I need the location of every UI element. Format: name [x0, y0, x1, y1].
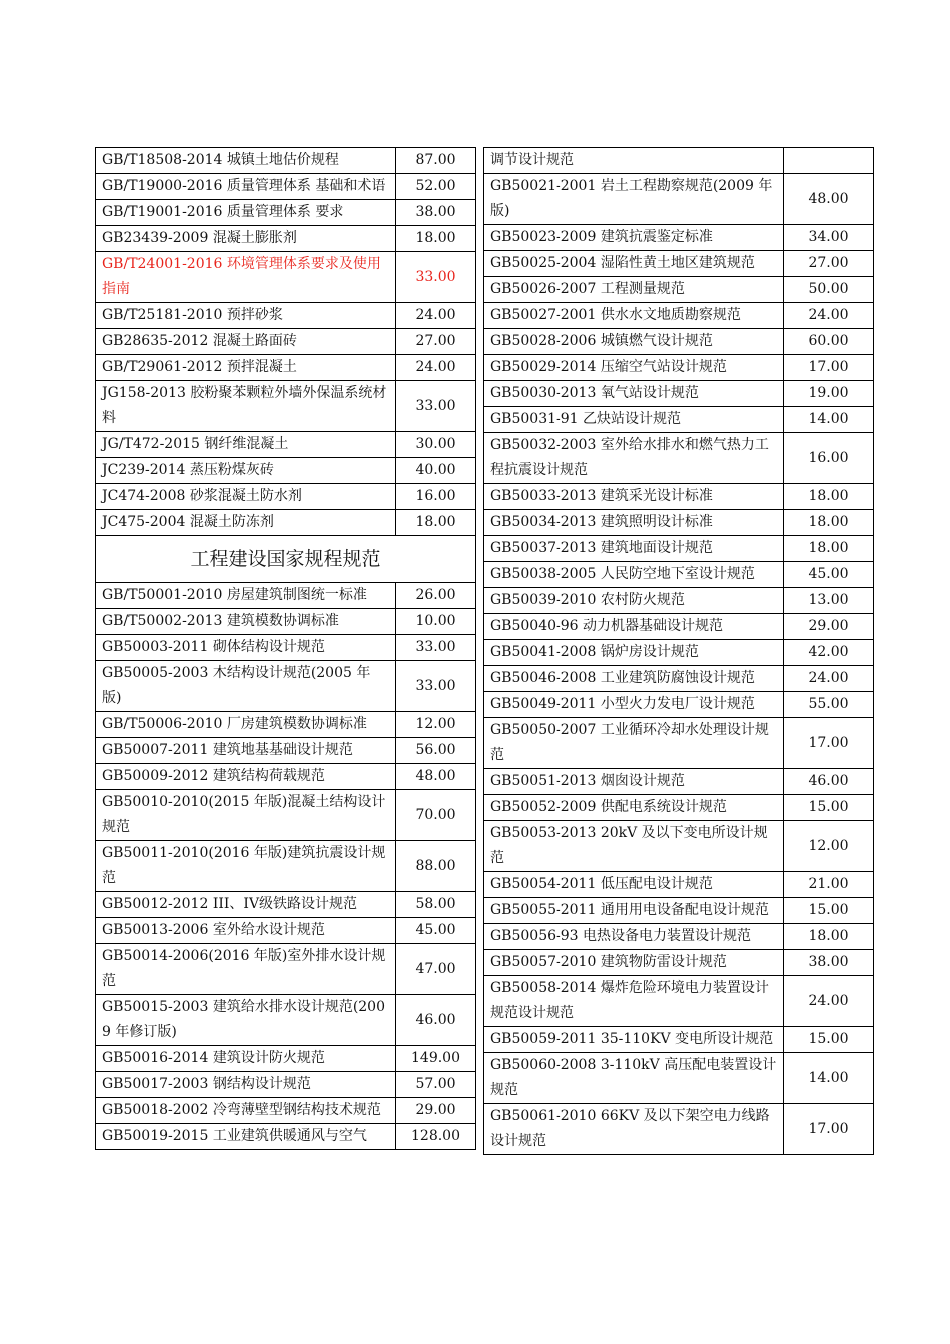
- standard-name: GB50032-2003 室外给水排水和燃气热力工程抗震设计规范: [484, 433, 784, 484]
- price: 60.00: [784, 329, 874, 355]
- price: 45.00: [784, 562, 874, 588]
- standard-name: GB50046-2008 工业建筑防腐蚀设计规范: [484, 666, 784, 692]
- price: 17.00: [784, 718, 874, 769]
- standard-name: GB50009-2012 建筑结构荷载规范: [96, 764, 396, 790]
- table-row: [96, 355, 476, 381]
- standard-name: 调节设计规范: [484, 148, 784, 174]
- standard-name: GB50059-2011 35-110KV 变电所设计规范: [484, 1027, 784, 1053]
- standard-name: GB28635-2012 混凝土路面砖: [96, 329, 396, 355]
- price: 12.00: [784, 821, 874, 872]
- price: 18.00: [396, 510, 476, 536]
- table-row: [484, 976, 874, 1027]
- standard-name: GB50050-2007 工业循环冷却水处理设计规范: [484, 718, 784, 769]
- table-row: [96, 1124, 476, 1150]
- standard-name: GB50017-2003 钢结构设计规范: [96, 1072, 396, 1098]
- table-row: [484, 174, 874, 225]
- standard-name: GB50010-2010(2015 年版)混凝土结构设计规范: [96, 790, 396, 841]
- table-row: [96, 329, 476, 355]
- standard-name: GB50014-2006(2016 年版)室外排水设计规范: [96, 944, 396, 995]
- price: 38.00: [396, 200, 476, 226]
- standard-name: GB50034-2013 建筑照明设计标准: [484, 510, 784, 536]
- table-row: [484, 277, 874, 303]
- price: 34.00: [784, 225, 874, 251]
- price: 40.00: [396, 458, 476, 484]
- table-row: [484, 692, 874, 718]
- price: 27.00: [396, 329, 476, 355]
- price: 128.00: [396, 1124, 476, 1150]
- standard-name: GB50049-2011 小型火力发电厂设计规范: [484, 692, 784, 718]
- table-row: [484, 1104, 874, 1155]
- standard-name: GB23439-2009 混凝土膨胀剂: [96, 226, 396, 252]
- table-row: [484, 588, 874, 614]
- price: 14.00: [784, 407, 874, 433]
- standard-name: GB50011-2010(2016 年版)建筑抗震设计规范: [96, 841, 396, 892]
- standard-name: GB/T19001-2016 质量管理体系 要求: [96, 200, 396, 226]
- table-row: [484, 510, 874, 536]
- table-row: [484, 640, 874, 666]
- table-row: [484, 407, 874, 433]
- table-row: [96, 174, 476, 200]
- standard-name: GB50057-2010 建筑物防雷设计规范: [484, 950, 784, 976]
- standard-name: GB50041-2008 锅炉房设计规范: [484, 640, 784, 666]
- table-row: [96, 1072, 476, 1098]
- price: 24.00: [396, 355, 476, 381]
- price: 87.00: [396, 148, 476, 174]
- standard-name: GB/T24001-2016 环境管理体系要求及使用指南: [96, 252, 396, 303]
- table-row: [96, 764, 476, 790]
- standard-name: JG158-2013 胶粉聚苯颗粒外墙外保温系统材料: [96, 381, 396, 432]
- right-price-table: [483, 147, 873, 1155]
- table-row: [484, 355, 874, 381]
- table-row: [484, 562, 874, 588]
- left-table-body: [96, 148, 476, 1150]
- standard-name: GB50061-2010 66KV 及以下架空电力线路设计规范: [484, 1104, 784, 1155]
- price: 29.00: [784, 614, 874, 640]
- table-row: [96, 738, 476, 764]
- standard-name: GB/T25181-2010 预拌砂浆: [96, 303, 396, 329]
- table-row: [484, 795, 874, 821]
- price: 13.00: [784, 588, 874, 614]
- standard-name: GB50023-2009 建筑抗震鉴定标准: [484, 225, 784, 251]
- price: 48.00: [784, 174, 874, 225]
- price: 12.00: [396, 712, 476, 738]
- price: 33.00: [396, 381, 476, 432]
- price: 18.00: [784, 510, 874, 536]
- standard-name: GB/T18508-2014 城镇土地估价规程: [96, 148, 396, 174]
- standard-name: GB50038-2005 人民防空地下室设计规范: [484, 562, 784, 588]
- price: 58.00: [396, 892, 476, 918]
- standard-name: GB50030-2013 氧气站设计规范: [484, 381, 784, 407]
- table-row: [484, 251, 874, 277]
- section-heading-row: [96, 536, 476, 583]
- table-row: [96, 484, 476, 510]
- standard-name: GB/T50001-2010 房屋建筑制图统一标准: [96, 583, 396, 609]
- price: 149.00: [396, 1046, 476, 1072]
- table-row: [484, 718, 874, 769]
- table-row: [96, 609, 476, 635]
- table-row: [96, 381, 476, 432]
- price: 24.00: [396, 303, 476, 329]
- standard-name: GB50021-2001 岩土工程勘察规范(2009 年版): [484, 174, 784, 225]
- price: 46.00: [784, 769, 874, 795]
- price: 70.00: [396, 790, 476, 841]
- table-row: [484, 484, 874, 510]
- table-row: [96, 252, 476, 303]
- price: 38.00: [784, 950, 874, 976]
- standard-name: GB50039-2010 农村防火规范: [484, 588, 784, 614]
- price: 46.00: [396, 995, 476, 1046]
- standard-name: JG/T472-2015 钢纤维混凝土: [96, 432, 396, 458]
- table-row: [96, 458, 476, 484]
- standard-name: GB50031-91 乙炔站设计规范: [484, 407, 784, 433]
- table-row: [96, 432, 476, 458]
- table-row: [96, 303, 476, 329]
- standard-name: GB50005-2003 木结构设计规范(2005 年版): [96, 661, 396, 712]
- price: 29.00: [396, 1098, 476, 1124]
- standard-name: GB/T50002-2013 建筑模数协调标准: [96, 609, 396, 635]
- table-row: [96, 918, 476, 944]
- standard-name: GB50003-2011 砌体结构设计规范: [96, 635, 396, 661]
- standard-name: GB50052-2009 供配电系统设计规范: [484, 795, 784, 821]
- table-row: [484, 769, 874, 795]
- price: 18.00: [784, 484, 874, 510]
- table-row: [96, 583, 476, 609]
- table-row: [484, 821, 874, 872]
- price: 57.00: [396, 1072, 476, 1098]
- table-row: [96, 226, 476, 252]
- price: 56.00: [396, 738, 476, 764]
- table-row: [96, 1046, 476, 1072]
- standard-name: GB50040-96 动力机器基础设计规范: [484, 614, 784, 640]
- table-row: [484, 924, 874, 950]
- table-row: [484, 1027, 874, 1053]
- standard-name: GB50025-2004 湿陷性黄土地区建筑规范: [484, 251, 784, 277]
- price: [784, 148, 874, 174]
- table-row: [96, 635, 476, 661]
- price: 24.00: [784, 976, 874, 1027]
- table-row: [484, 950, 874, 976]
- table-row: [96, 148, 476, 174]
- price: 52.00: [396, 174, 476, 200]
- table-row: [484, 148, 874, 174]
- price: 14.00: [784, 1053, 874, 1104]
- price: 33.00: [396, 252, 476, 303]
- table-row: [96, 841, 476, 892]
- table-row: [96, 892, 476, 918]
- standard-name: GB50033-2013 建筑采光设计标准: [484, 484, 784, 510]
- price: 45.00: [396, 918, 476, 944]
- price: 50.00: [784, 277, 874, 303]
- table-row: [96, 200, 476, 226]
- table-row: [96, 712, 476, 738]
- standard-name: GB50026-2007 工程测量规范: [484, 277, 784, 303]
- table-row: [96, 790, 476, 841]
- standard-name: GB50029-2014 压缩空气站设计规范: [484, 355, 784, 381]
- standard-name: GB50012-2012 III、IV级铁路设计规范: [96, 892, 396, 918]
- table-row: [484, 1053, 874, 1104]
- standard-name: GB50016-2014 建筑设计防火规范: [96, 1046, 396, 1072]
- table-row: [96, 995, 476, 1046]
- table-row: [484, 381, 874, 407]
- price: 88.00: [396, 841, 476, 892]
- standard-name: GB50028-2006 城镇燃气设计规范: [484, 329, 784, 355]
- price: 10.00: [396, 609, 476, 635]
- price: 47.00: [396, 944, 476, 995]
- standard-name: JC239-2014 蒸压粉煤灰砖: [96, 458, 396, 484]
- price: 18.00: [784, 924, 874, 950]
- table-row: [96, 944, 476, 995]
- price: 15.00: [784, 1027, 874, 1053]
- standard-name: GB50060-2008 3-110kV 高压配电装置设计规范: [484, 1053, 784, 1104]
- price: 42.00: [784, 640, 874, 666]
- standard-name: GB50037-2013 建筑地面设计规范: [484, 536, 784, 562]
- right-table-body: [484, 148, 874, 1155]
- standard-name: JC475-2004 混凝土防冻剂: [96, 510, 396, 536]
- standard-name: GB50013-2006 室外给水设计规范: [96, 918, 396, 944]
- table-row: [484, 303, 874, 329]
- table-row: [96, 1098, 476, 1124]
- table-row: [484, 536, 874, 562]
- standard-name: GB/T50006-2010 厂房建筑模数协调标准: [96, 712, 396, 738]
- price: 24.00: [784, 303, 874, 329]
- price: 18.00: [396, 226, 476, 252]
- price: 33.00: [396, 661, 476, 712]
- price: 19.00: [784, 381, 874, 407]
- price: 27.00: [784, 251, 874, 277]
- standard-name: GB50056-93 电热设备电力装置设计规范: [484, 924, 784, 950]
- price: 24.00: [784, 666, 874, 692]
- price: 16.00: [784, 433, 874, 484]
- price: 30.00: [396, 432, 476, 458]
- standard-name: GB/T19000-2016 质量管理体系 基础和术语: [96, 174, 396, 200]
- standard-name: GB50053-2013 20kV 及以下变电所设计规范: [484, 821, 784, 872]
- price: 55.00: [784, 692, 874, 718]
- standard-name: GB/T29061-2012 预拌混凝土: [96, 355, 396, 381]
- table-row: [484, 433, 874, 484]
- standard-name: GB50027-2001 供水水文地质勘察规范: [484, 303, 784, 329]
- table-row: [484, 614, 874, 640]
- table-row: [484, 872, 874, 898]
- price: 17.00: [784, 355, 874, 381]
- table-row: [484, 225, 874, 251]
- table-row: [96, 510, 476, 536]
- section-heading: 工程建设国家规程规范: [96, 536, 476, 583]
- table-row: [484, 329, 874, 355]
- standard-name: GB50058-2014 爆炸危险环境电力装置设计规范设计规范: [484, 976, 784, 1027]
- standard-name: GB50019-2015 工业建筑供暖通风与空气: [96, 1124, 396, 1150]
- standard-name: GB50051-2013 烟囱设计规范: [484, 769, 784, 795]
- table-row: [484, 666, 874, 692]
- standard-name: GB50055-2011 通用用电设备配电设计规范: [484, 898, 784, 924]
- standard-name: GB50054-2011 低压配电设计规范: [484, 872, 784, 898]
- price: 18.00: [784, 536, 874, 562]
- table-row: [484, 898, 874, 924]
- price: 26.00: [396, 583, 476, 609]
- price: 48.00: [396, 764, 476, 790]
- price: 16.00: [396, 484, 476, 510]
- standard-name: GB50018-2002 冷弯薄壁型钢结构技术规范: [96, 1098, 396, 1124]
- standard-name: GB50007-2011 建筑地基基础设计规范: [96, 738, 396, 764]
- standard-name: GB50015-2003 建筑给水排水设计规范(2009 年修订版): [96, 995, 396, 1046]
- table-row: [96, 661, 476, 712]
- price: 15.00: [784, 795, 874, 821]
- price: 21.00: [784, 872, 874, 898]
- price: 17.00: [784, 1104, 874, 1155]
- price: 33.00: [396, 635, 476, 661]
- standard-name: JC474-2008 砂浆混凝土防水剂: [96, 484, 396, 510]
- left-price-table: [95, 147, 475, 1150]
- price: 15.00: [784, 898, 874, 924]
